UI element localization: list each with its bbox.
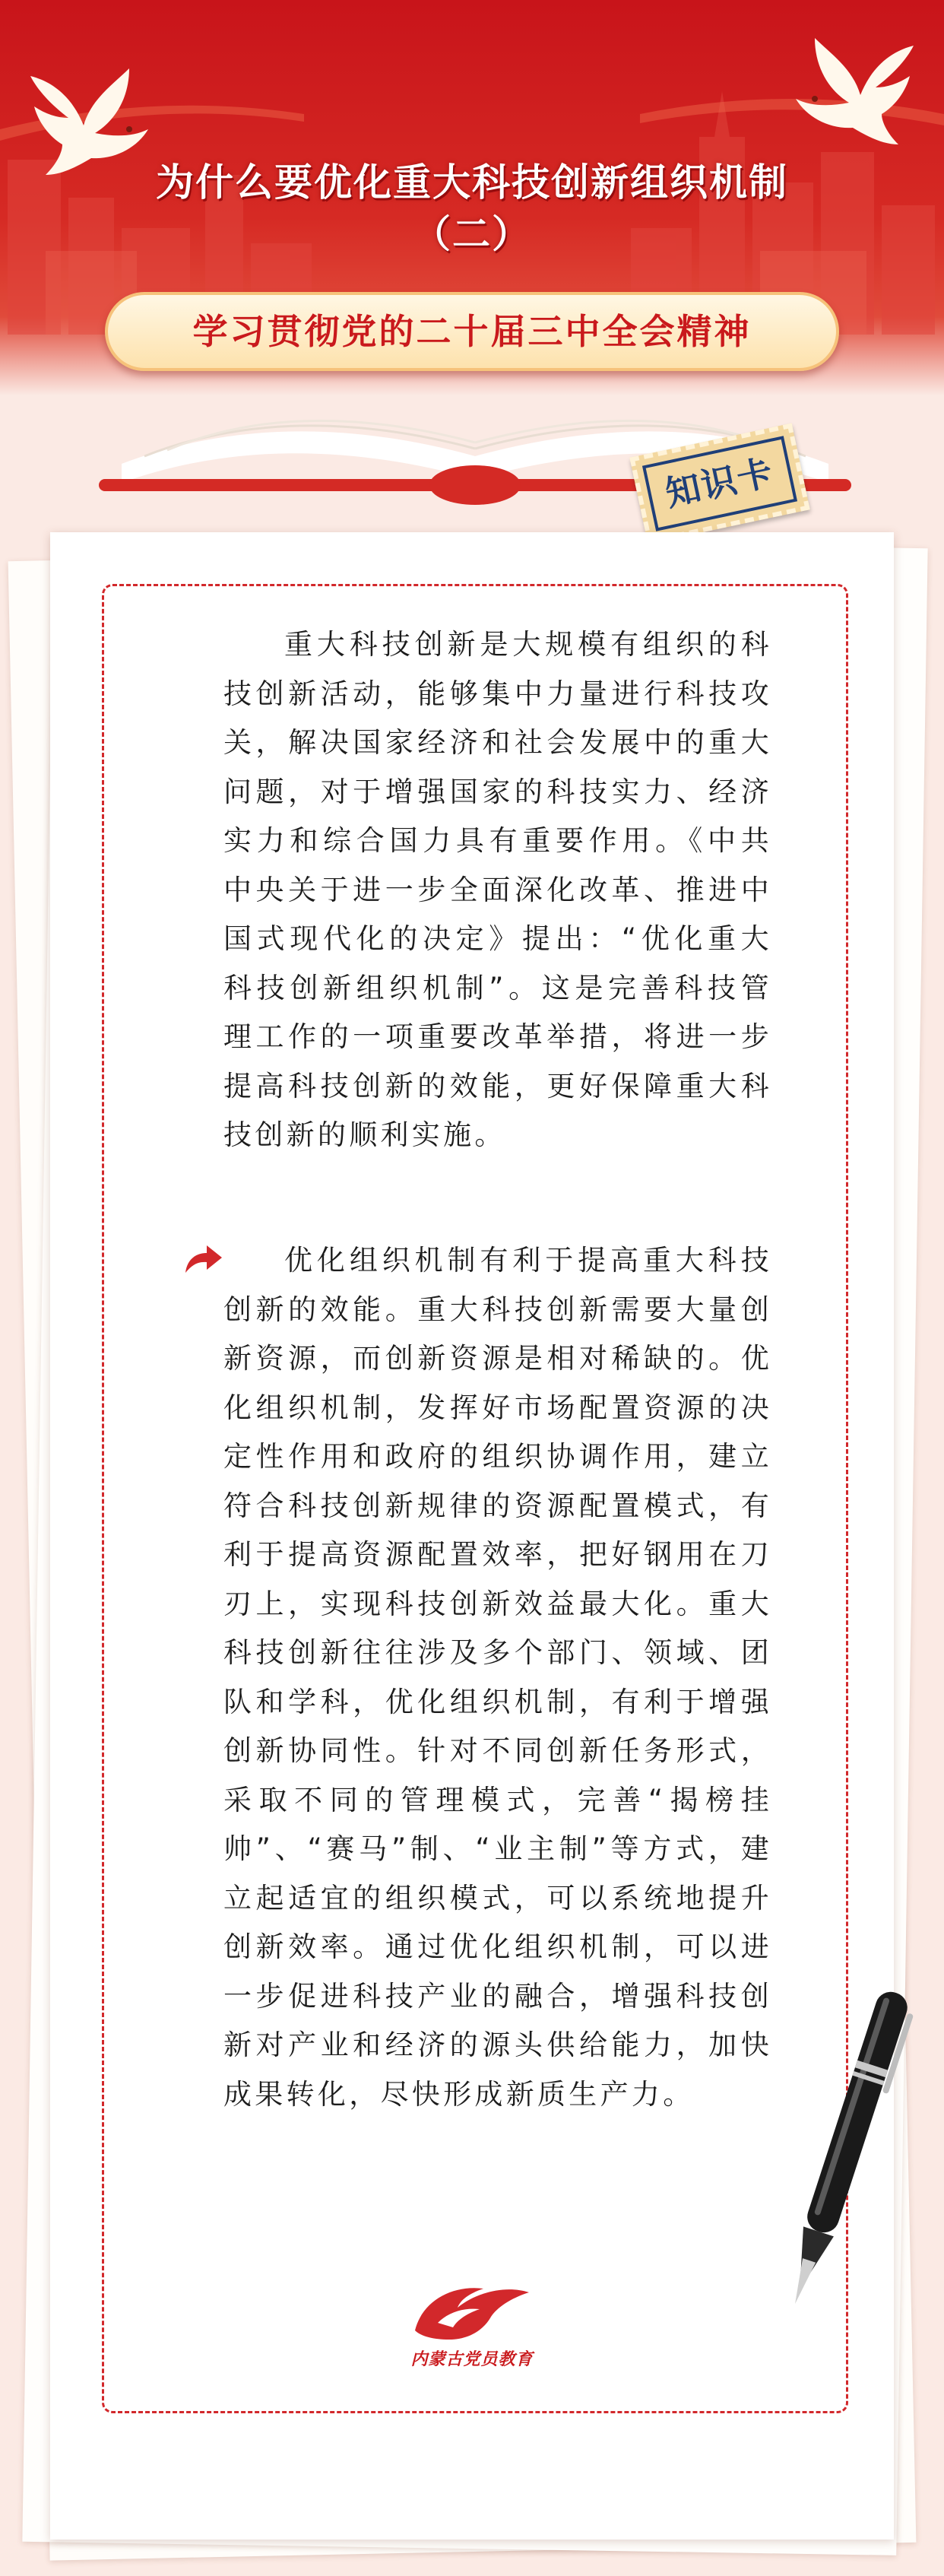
logo-text: 内蒙古党员教育 — [410, 2350, 534, 2369]
topic-banner: 学习贯彻党的二十届三中全会精神 — [105, 292, 839, 371]
paragraph-text: 优化组织机制有利于提高重大科技创新的效能。重大科技创新需要大量创新资源，而创新资源是相对稀缺的。优化组织机制，发挥好市场配置资源的决定性作用和政府的组织协调作用，建立符合科技创新规律的资源配置模式，有利于提高资源配置效率，把好钢用在刀刃上，实现科技创新效益最大化。重大科技创新往往涉及多个部门、领域、团队和学科，优化组织机制，有利于增强创新协同性。针对不同创新任务形式，采取不同的管理模式，完善“揭榜挂帅”、“赛马”制、“业主制”等方式，建立起适宜的组织模式，可以系统地提升创新效率。通过优化组织机制，可以进一步促进科技产业的融合，增强科技创新对产业和经济的源头供给能力，加快成果转化，尽快形成新质生产力。 — [223, 1244, 772, 2111]
stamp-label: 知识卡 — [642, 436, 797, 531]
paragraph-text: 重大科技创新是大规模有组织的科技创新活动，能够集中力量进行科技攻关，解决国家经济和社会发展中的重大问题，对于增强国家的科技实力、经济实力和综合国力具有重要作用。《中共中央关于进一步全面深化改革、推进中国式现代化的决定》提出：“优化重大科技创新组织机制”。这是完善科技管理工作的一项重要改革举措，将进一步提高科技创新的效能，更好保障重大科技创新的顺利实施。 — [223, 628, 772, 1151]
article-paragraph — [223, 620, 772, 1160]
arrow-icon — [182, 1242, 223, 1277]
logo-icon — [407, 2270, 537, 2346]
page-title: 为什么要优化重大科技创新组织机制 — [156, 160, 788, 205]
page-subtitle: （二） — [413, 212, 531, 256]
dove-icon — [784, 23, 929, 152]
pen-icon — [768, 1977, 920, 2327]
article-paragraph — [223, 1236, 772, 2119]
